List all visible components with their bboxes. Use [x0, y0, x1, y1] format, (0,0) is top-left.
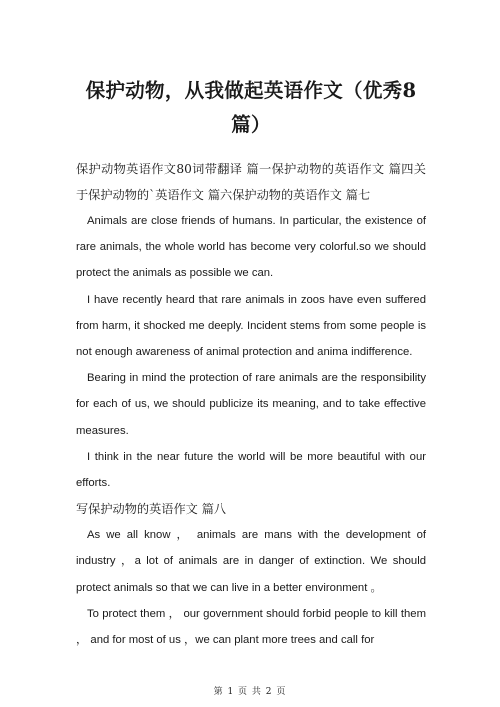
body-paragraph: To protect them ， our government should forbid people to kill them ， and for most of us ，we can plant more trees and call for [76, 607, 426, 647]
page-number-footer: 第 1 页 共 2 页 [213, 687, 287, 697]
body-paragraph: I think in the near future the world will be more beautiful with our efforts. [76, 450, 426, 490]
body-paragraph: I have recently heard that rare animals in zoos have even suffered from harm, it shocked me deeply. Incident stems from some people is not enough awareness of animal protection and anima indifference. [76, 293, 426, 359]
document-title: 保护动物，从我做起英语作文（优秀8篇） [85, 79, 417, 136]
body-paragraph: Bearing in mind the protection of rare animals are the responsibility for each of us, we should publicize its meaning, and to take effective measures. [76, 372, 426, 437]
section-heading: 写保护动物的英语作文 篇八 [76, 502, 227, 517]
intro-paragraph: 保护动物英语作文80词带翻译 篇一保护动物的英语作文 篇四关于保护动物的`英语作文 篇六保护动物的英语作文 篇七 [76, 162, 426, 202]
body-paragraph: As we all know ， animals are mans with the development of industry ，a lot of animals are in danger of extinction. We should protect animals so that we can live in a better environment 。 [76, 529, 426, 594]
body-paragraph: Animals are close friends of humans. In particular, the existence of rare animals, the whole world has become very colorful.so we should protect the animals as possible we can. [76, 215, 426, 280]
